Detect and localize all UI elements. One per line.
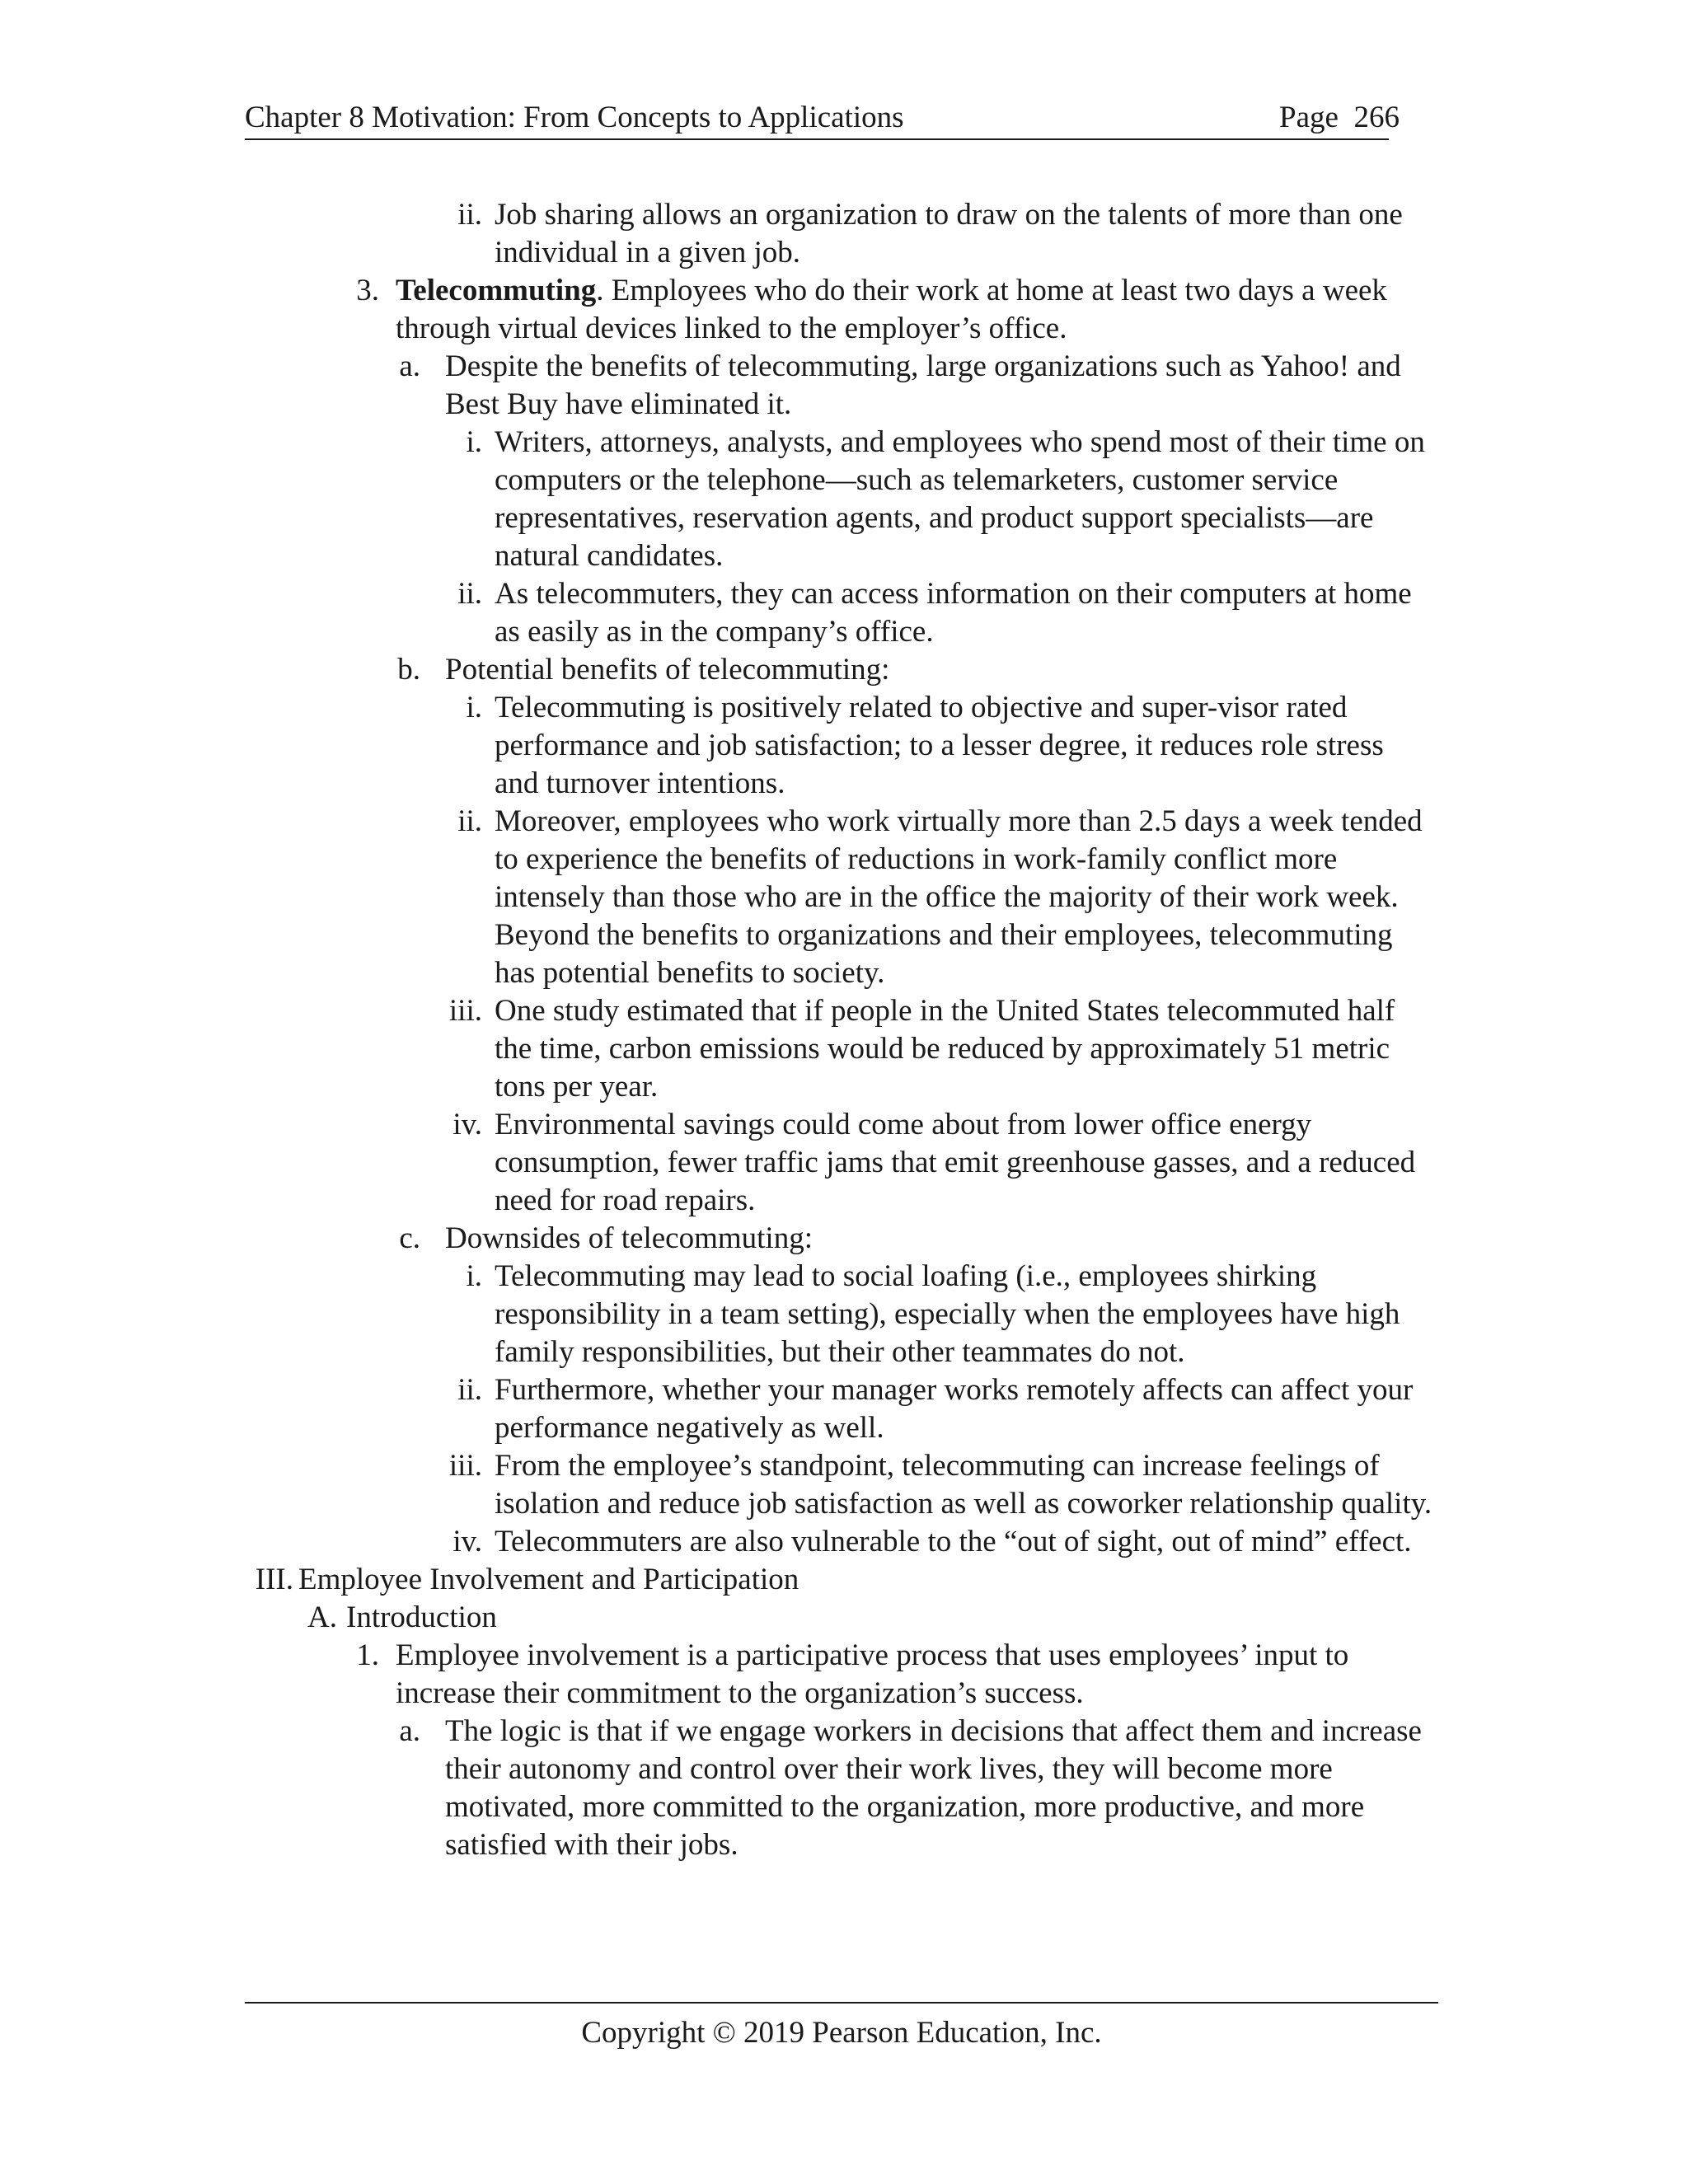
outline-item	[0, 575, 1688, 651]
outline-marker: iii.	[448, 994, 482, 1028]
page-footer: Copyright © 2019 Pearson Education, Inc.	[581, 2016, 1102, 2050]
outline-item	[0, 1106, 1688, 1220]
page-number: 266	[1353, 101, 1400, 134]
outline-text	[445, 1220, 1434, 1258]
outline-marker: ii.	[457, 804, 482, 838]
outline-marker: III.	[255, 1563, 293, 1596]
outline-marker: 1.	[356, 1638, 379, 1672]
outline-text	[495, 424, 1434, 575]
outline-marker: ii.	[457, 198, 482, 232]
outline-text	[396, 1637, 1434, 1713]
outline-item	[0, 992, 1688, 1106]
outline-marker: iv.	[452, 1108, 482, 1141]
outline-text	[445, 651, 1434, 689]
outline-item	[0, 1523, 1688, 1561]
outline-item	[0, 651, 1688, 689]
outline-item	[0, 348, 1688, 424]
outline-item	[0, 196, 1688, 272]
outline-text	[495, 1106, 1434, 1220]
outline-marker: A.	[307, 1601, 337, 1634]
outline-body: Despite the benefits of telecommuting, large organizations such as Yahoo! and Best Buy have eliminated it.	[445, 349, 1401, 421]
outline-text	[495, 992, 1434, 1106]
outline-content	[0, 196, 1688, 1864]
outline-marker: 3.	[356, 274, 379, 307]
outline-body: From the employee’s standpoint, telecommuting can increase feelings of isolation and reduce job satisfaction as well as coworker relationship quality.	[495, 1449, 1432, 1521]
outline-text	[495, 575, 1434, 651]
outline-marker: iv.	[452, 1525, 482, 1558]
outline-body: Potential benefits of telecommuting:	[445, 653, 890, 687]
outline-body: Introduction	[346, 1601, 497, 1634]
outline-text	[495, 1258, 1434, 1371]
outline-body: Employee Involvement and Participation	[298, 1563, 799, 1596]
footer-rule	[245, 2002, 1438, 2004]
outline-item	[0, 272, 1688, 348]
outline-marker: i.	[466, 1259, 482, 1293]
outline-item	[0, 424, 1688, 575]
outline-marker: c.	[399, 1221, 420, 1255]
outline-text	[495, 196, 1434, 272]
outline-marker: a.	[399, 1714, 420, 1748]
outline-text	[346, 1599, 1434, 1637]
outline-body: Furthermore, whether your manager works remotely affects can affect your performance negatively as well.	[495, 1373, 1414, 1445]
page-header	[245, 97, 1423, 138]
outline-body: Employee involvement is a participative process that uses employees’ input to increase their commitment to the organization’s success.	[396, 1638, 1349, 1710]
page-label: Page	[1279, 101, 1339, 134]
outline-body: One study estimated that if people in the United States telecommuted half the time, carbon emissions would be reduced by approximately 51 metric tons per year.	[495, 994, 1395, 1104]
outline-body: Writers, attorneys, analysts, and employees who spend most of their time on computers or the telephone—such as telemarketers, customer service representatives, reservation agents, and product support specialists—are natural candidates.	[495, 425, 1425, 573]
outline-body: Environmental savings could come about from lower office energy consumption, fewer traffic jams that emit greenhouse gasses, and a reduced need for road repairs.	[495, 1108, 1416, 1217]
outline-body: . Employees who do their work at home at least two days a week through virtual devices linked to the employer’s office.	[396, 274, 1387, 345]
outline-marker: iii.	[448, 1449, 482, 1483]
outline-body: Moreover, employees who work virtually more than 2.5 days a week tended to experience the benefits of reductions in work-family conflict more intensely than those who are in the office the majority of their work week. Beyond the benefits to organizations and their employees, telecommuting has potential benefits to society.	[495, 804, 1423, 990]
outline-body: Telecommuters are also vulnerable to the “out of sight, out of mind” effect.	[495, 1525, 1412, 1558]
outline-marker: ii.	[457, 577, 482, 611]
outline-item	[0, 1637, 1688, 1713]
page-indicator	[1279, 97, 1400, 138]
outline-body: Job sharing allows an organization to draw on the talents of more than one individual in a given job.	[495, 198, 1403, 269]
outline-bold-term: Telecommuting	[396, 274, 597, 307]
outline-item	[0, 803, 1688, 992]
outline-item	[0, 1599, 1688, 1637]
outline-item	[0, 1220, 1688, 1258]
outline-body: Telecommuting is positively related to objective and super-visor rated performance and job satisfaction; to a lesser degree, it reduces role stress and turnover intentions.	[495, 691, 1384, 800]
outline-text	[445, 1713, 1434, 1864]
outline-item	[0, 1371, 1688, 1447]
outline-item	[0, 1258, 1688, 1371]
outline-text	[495, 1447, 1434, 1523]
outline-body: The logic is that if we engage workers in decisions that affect them and increase their autonomy and control over their work lives, they will become more motivated, more committed to the organization, more productive, and more satisfied with their jobs.	[445, 1714, 1422, 1862]
outline-body: As telecommuters, they can access information on their computers at home as easily as in the company’s office.	[495, 577, 1412, 649]
outline-text	[396, 272, 1434, 348]
outline-marker: i.	[466, 691, 482, 724]
outline-item	[0, 1713, 1688, 1864]
outline-text	[298, 1561, 1434, 1599]
outline-marker: b.	[397, 653, 420, 687]
outline-marker: ii.	[457, 1373, 482, 1407]
outline-item	[0, 1561, 1688, 1599]
outline-text	[495, 689, 1434, 803]
outline-text	[495, 803, 1434, 992]
outline-text	[445, 348, 1434, 424]
header-rule	[245, 138, 1389, 140]
outline-item	[0, 689, 1688, 803]
outline-text	[495, 1371, 1434, 1447]
outline-body: Telecommuting may lead to social loafing (i.e., employees shirking responsibility in a team setting), especially when the employees have high family responsibilities, but their other teammates do not.	[495, 1259, 1400, 1369]
outline-marker: i.	[466, 425, 482, 459]
outline-marker: a.	[399, 349, 420, 383]
chapter-title: Chapter 8 Motivation: From Concepts to Applications	[245, 101, 904, 134]
outline-text	[495, 1523, 1434, 1561]
outline-body: Downsides of telecommuting:	[445, 1221, 813, 1255]
outline-item	[0, 1447, 1688, 1523]
